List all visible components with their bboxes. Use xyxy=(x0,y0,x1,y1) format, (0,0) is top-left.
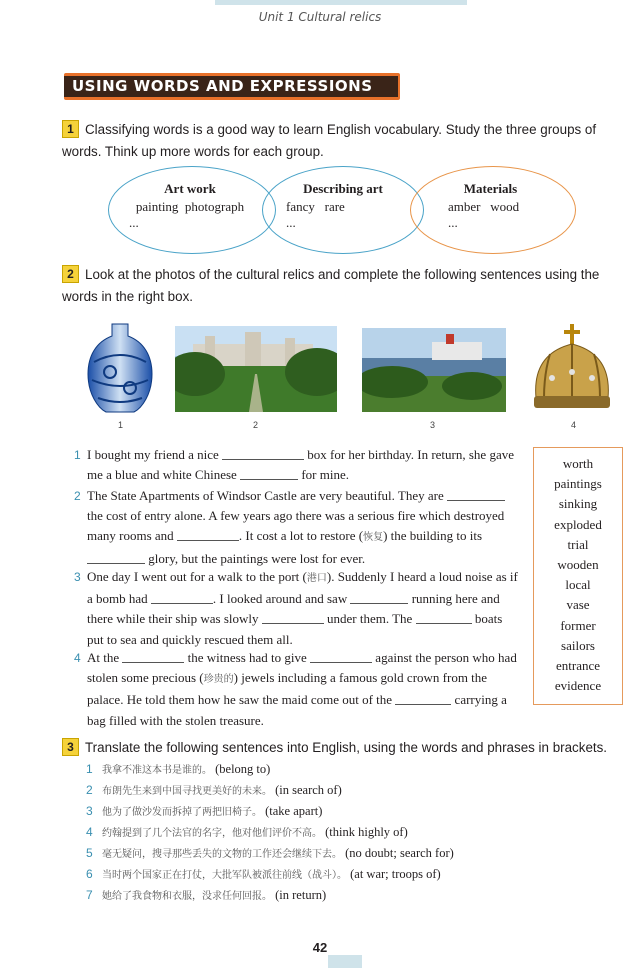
answer-blank[interactable] xyxy=(310,650,372,663)
chinese-sentence: 他为了做沙发而拆掉了两把旧椅子。 xyxy=(102,807,262,818)
group-more: ... xyxy=(129,215,139,230)
question-number: 2 xyxy=(62,265,79,283)
sentence-text: glory, but the paintings were lost for ever. xyxy=(148,550,366,566)
sentence-4 xyxy=(74,648,522,731)
hint-phrase: (in return) xyxy=(275,888,327,902)
word-box-item: entrance xyxy=(555,658,601,674)
group-title: Describing art xyxy=(303,181,383,196)
item-number: 5 xyxy=(86,846,93,860)
photo-crown xyxy=(530,322,614,414)
unit-header: Unit 1 Cultural relics xyxy=(258,10,382,24)
word-box-item: paintings xyxy=(554,476,602,492)
word-box-item: sinking xyxy=(558,496,598,512)
photo-port xyxy=(362,328,506,412)
group-words: amber wood xyxy=(448,199,520,214)
sentence-text: the witness had to give xyxy=(187,650,307,665)
sentence-text: under them. The xyxy=(327,611,413,627)
word-box-item: former xyxy=(560,617,596,633)
word-box xyxy=(533,447,623,705)
sentence-text: . I looked around and saw xyxy=(212,591,348,607)
answer-blank[interactable] xyxy=(122,650,184,663)
chinese-gloss: 恢复 xyxy=(363,532,384,544)
group-more: ... xyxy=(286,215,296,230)
item-number: 7 xyxy=(86,888,93,902)
group-words: painting photograph xyxy=(135,199,245,214)
sentence-number: 1 xyxy=(74,448,81,462)
word-box-item: wooden xyxy=(557,557,599,573)
group-art-work xyxy=(115,180,265,232)
sentence-text: running here and there while their ship was slowly xyxy=(87,591,500,627)
page-number-bar xyxy=(328,955,362,968)
section-title: USING WORDS AND EXPRESSIONS xyxy=(64,76,398,97)
chinese-sentence: 约翰提到了几个法官的名字，他对他们评价不高。 xyxy=(102,828,322,839)
translate-item-4 xyxy=(86,823,408,843)
word-box-item: sailors xyxy=(561,637,595,653)
group-materials xyxy=(418,180,563,232)
sentence-number: 3 xyxy=(74,570,81,584)
answer-blank[interactable] xyxy=(416,611,472,624)
chinese-sentence: 当时两个国家正在打仗，大批军队被派往前线（战斗）。 xyxy=(102,870,347,881)
chinese-sentence: 毫无疑问，搜寻那些丢失的文物的工作还会继续下去。 xyxy=(102,849,342,860)
answer-blank[interactable] xyxy=(447,488,505,501)
translate-item-2 xyxy=(86,781,342,801)
question-3 xyxy=(62,737,632,759)
group-more: ... xyxy=(448,215,458,230)
sentence-number: 2 xyxy=(74,489,81,503)
sentence-3 xyxy=(74,567,522,650)
item-number: 1 xyxy=(86,762,93,776)
sentence-text: against the person who had stolen some precious ( xyxy=(87,650,517,686)
hint-phrase: (think highly of) xyxy=(325,825,408,839)
sentence-1 xyxy=(74,445,522,485)
question-text: Classifying words is a good way to learn English vocabulary. Study the three groups of words. Think up more words for each group. xyxy=(62,122,597,159)
translate-item-7 xyxy=(86,886,327,906)
group-title: Art work xyxy=(164,181,216,196)
hint-phrase: (in search of) xyxy=(275,783,342,797)
sentence-text: box for her birthday. In return, she gave me a blue and white Chinese xyxy=(87,447,514,483)
top-bar xyxy=(215,0,467,5)
hint-phrase: (take apart) xyxy=(265,804,323,818)
chinese-sentence: 我拿不准这本书是谁的。 xyxy=(102,765,212,776)
chinese-sentence: 布朗先生来到中国寻找更美好的未来。 xyxy=(102,786,272,797)
translate-item-5 xyxy=(86,844,454,864)
hint-phrase: (no doubt; search for) xyxy=(345,846,454,860)
sentence-text: ) jewels including a famous gold crown from the palace. He told them how he saw the maid come out of the xyxy=(87,670,488,708)
sentence-text: boats put to sea and quickly rescued them all. xyxy=(87,611,503,647)
hint-phrase: (at war; troops of) xyxy=(350,867,441,881)
hint-phrase: (belong to) xyxy=(215,762,271,776)
translate-item-1 xyxy=(86,760,271,780)
answer-blank[interactable] xyxy=(87,551,145,564)
word-box-item: local xyxy=(565,577,591,593)
question-number: 3 xyxy=(62,738,79,756)
question-number: 1 xyxy=(62,120,79,138)
section-banner xyxy=(64,73,400,100)
sentence-text: I bought my friend a nice xyxy=(87,447,219,462)
question-text: Look at the photos of the cultural relics and complete the following sentences using the words in the right box. xyxy=(62,267,600,304)
sentence-text: At the xyxy=(87,650,120,665)
sentence-number: 4 xyxy=(74,651,81,665)
group-title: Materials xyxy=(463,181,518,196)
word-box-item: evidence xyxy=(554,678,602,694)
sentence-text: The State Apartments of Windsor Castle are very beautiful. They are xyxy=(87,488,444,503)
answer-blank[interactable] xyxy=(395,692,451,705)
answer-blank[interactable] xyxy=(350,591,408,604)
question-1 xyxy=(62,119,627,163)
word-box-item: vase xyxy=(566,597,590,613)
sentence-text: ) the building to its xyxy=(383,528,483,544)
photo-caption: 4 xyxy=(571,420,577,430)
chinese-sentence: 她给了我食物和衣服，没求任何回报。 xyxy=(102,891,272,902)
item-number: 4 xyxy=(86,825,93,839)
translate-item-6 xyxy=(86,865,441,885)
item-number: 6 xyxy=(86,867,93,881)
photo-windsor-castle xyxy=(175,326,337,412)
word-box-item: exploded xyxy=(554,516,602,532)
item-number: 2 xyxy=(86,783,93,797)
sentence-text: ). Suddenly I heard a loud noise as if a bomb had xyxy=(87,569,518,607)
group-describing-art xyxy=(268,180,418,232)
sentence-text: carrying a bag filled with the stolen treasure. xyxy=(87,692,507,728)
answer-blank[interactable] xyxy=(222,447,304,460)
photo-caption: 3 xyxy=(430,420,436,430)
answer-blank[interactable] xyxy=(177,528,239,541)
chinese-gloss: 珍贵的 xyxy=(203,674,234,686)
question-2 xyxy=(62,264,627,308)
sentence-2 xyxy=(74,486,522,569)
photo-caption: 2 xyxy=(253,420,259,430)
sentence-text: for mine. xyxy=(301,467,349,483)
item-number: 3 xyxy=(86,804,93,818)
question-text: Translate the following sentences into English, using the words and phrases in brackets. xyxy=(85,740,608,755)
word-box-item: trial xyxy=(567,536,589,552)
chinese-gloss: 港口 xyxy=(306,573,327,584)
answer-blank[interactable] xyxy=(262,611,324,624)
word-box-item: worth xyxy=(562,456,594,471)
sentence-text: One day I went out for a walk to the port ( xyxy=(87,569,307,584)
group-words: fancy rare xyxy=(286,199,345,214)
page-number: 42 xyxy=(312,940,328,955)
photo-caption: 1 xyxy=(118,420,124,430)
answer-blank[interactable] xyxy=(240,467,298,480)
photo-vase xyxy=(86,322,154,414)
sentence-text: . It cost a lot to restore ( xyxy=(238,528,364,544)
answer-blank[interactable] xyxy=(151,591,213,604)
sentence-text: the cost of entry alone. A few years ago there was a serious fire which destroyed many rooms and xyxy=(87,508,505,544)
translate-item-3 xyxy=(86,802,323,822)
